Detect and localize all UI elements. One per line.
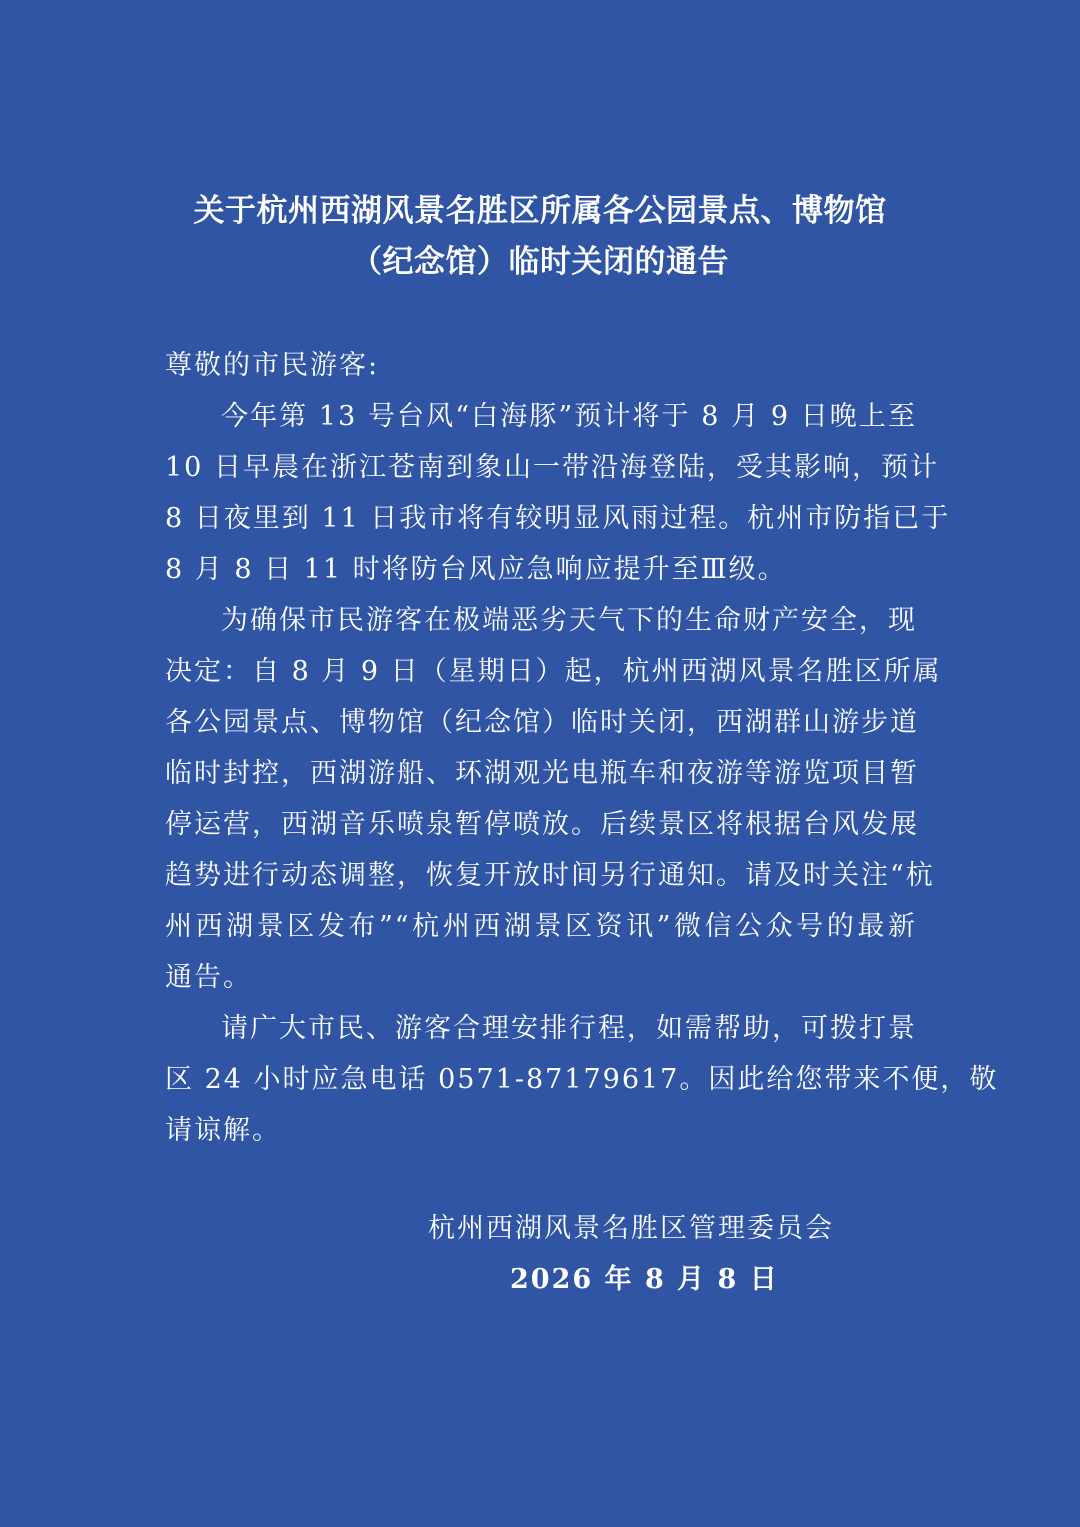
- notice-title: [130, 186, 950, 288]
- signature-organization: 杭州西湖风景名胜区管理委员会: [428, 1213, 834, 1244]
- paragraph-line: 8 日夜里到 11 日我市将有较明显风雨过程。杭州市防指已于: [165, 503, 951, 534]
- signature-date: 2026 年 8 月 8 日: [510, 1264, 779, 1295]
- signature-block: [320, 1203, 940, 1305]
- paragraph-line: 10 日早晨在浙江苍南到象山一带沿海登陆，受其影响，预计: [165, 452, 939, 483]
- paragraph-line: 趋势进行动态调整，恢复开放时间另行通知。请及时关注“杭: [165, 860, 935, 891]
- salutation: 尊敬的市民游客:: [165, 350, 380, 381]
- notice-title-line-1: 关于杭州西湖风景名胜区所属各公园景点、博物馆: [193, 193, 887, 229]
- paragraph-line: 8 月 8 日 11 时将防台风应急响应提升至Ⅲ级。: [165, 554, 787, 585]
- paragraph-line: 临时封控，西湖游船、环湖观光电瓶车和夜游等游览项目暂: [165, 758, 919, 789]
- paragraph-line: 各公园景点、博物馆（纪念馆）临时关闭，西湖群山游步道: [165, 707, 919, 738]
- notice-title-line-2: （纪念馆）临时关闭的通告: [351, 244, 729, 280]
- paragraph-line: 区 24 小时应急电话 0571-87179617。因此给您带来不便，敬: [165, 1064, 999, 1095]
- paragraph-line: 请谅解。: [165, 1115, 281, 1146]
- paragraph-closure-decision: [165, 595, 942, 1003]
- paragraph-line: 通告。: [165, 962, 252, 993]
- paragraph-line: 州西湖景区发布”“杭州西湖景区资讯”微信公众号的最新: [165, 911, 917, 942]
- paragraph-typhoon-forecast: [165, 391, 951, 595]
- paragraph-emergency-contact: [165, 1003, 999, 1156]
- paragraph-line: 为确保市民游客在极端恶劣天气下的生命财产安全，现: [221, 605, 917, 636]
- paragraph-line: 决定：自 8 月 9 日（星期日）起，杭州西湖风景名胜区所属: [165, 656, 942, 687]
- paragraph-line: 今年第 13 号台风“白海豚”预计将于 8 月 9 日晚上至: [221, 401, 917, 432]
- paragraph-line: 请广大市民、游客合理安排行程，如需帮助，可拨打景: [221, 1013, 917, 1044]
- notice-body: [165, 391, 999, 1156]
- paragraph-line: 停运营，西湖音乐喷泉暂停喷放。后续景区将根据台风发展: [165, 809, 919, 840]
